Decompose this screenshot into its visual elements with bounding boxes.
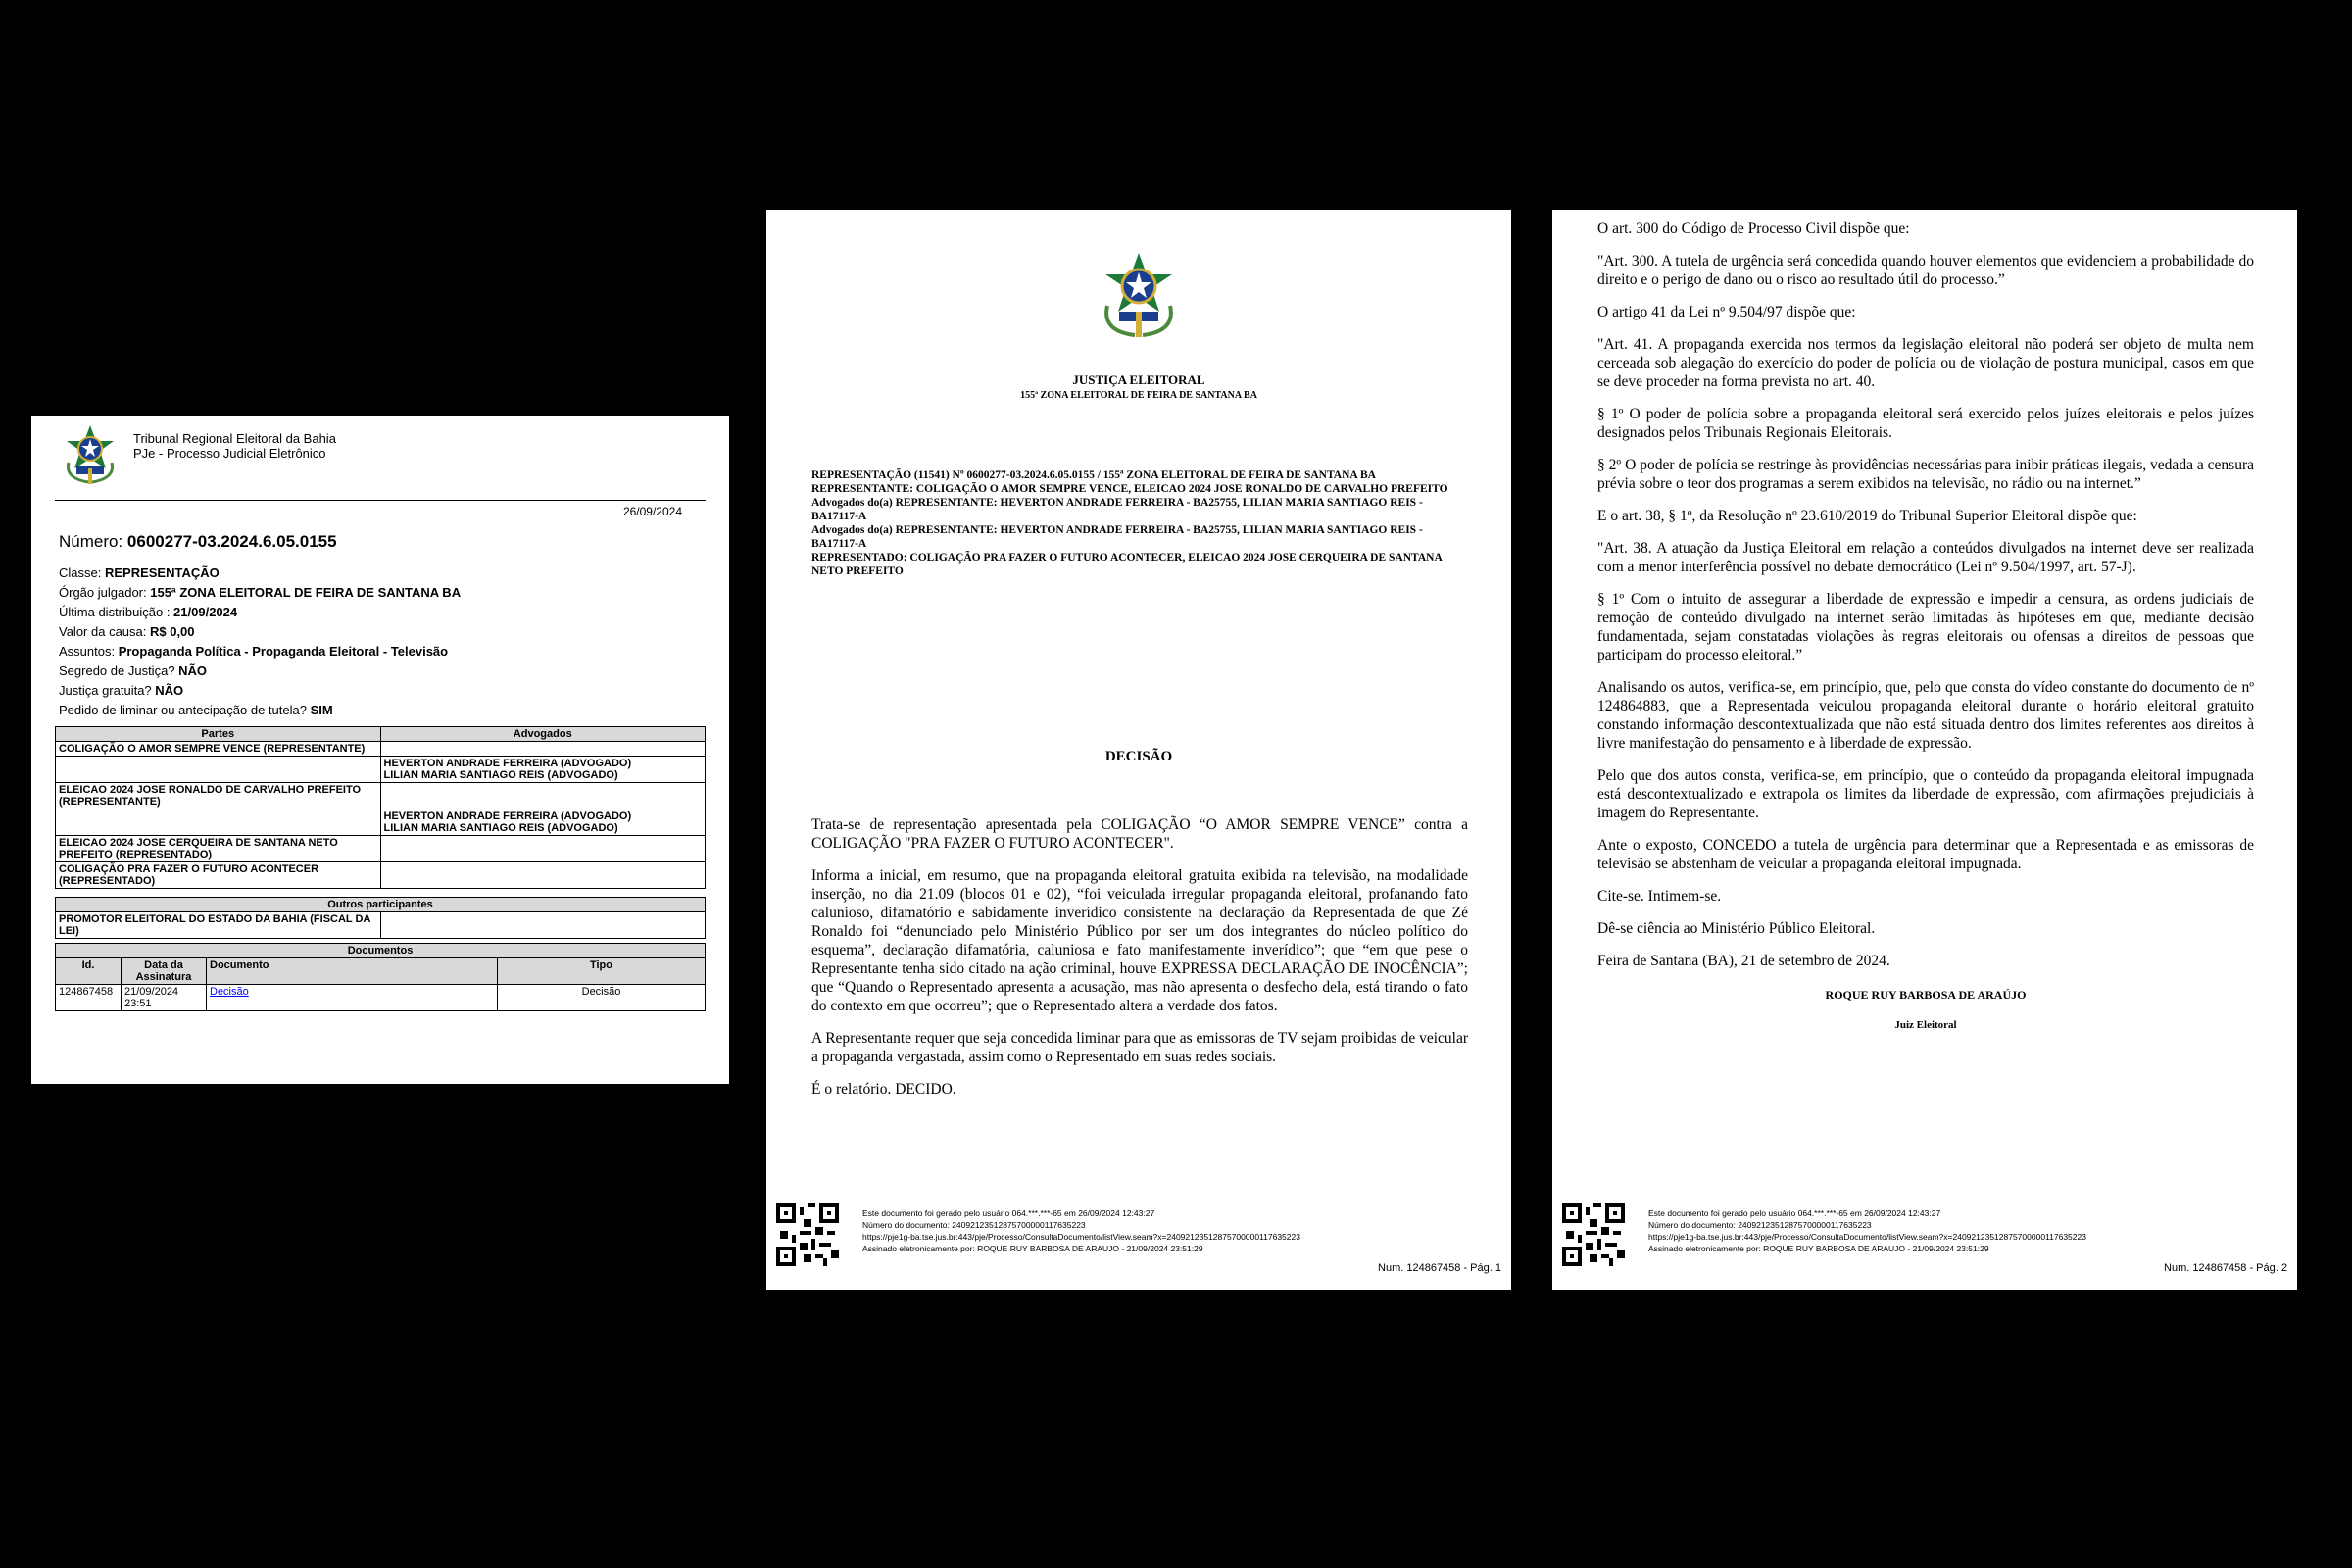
process-number bbox=[59, 532, 706, 552]
col-documento: Documento bbox=[207, 958, 498, 985]
doc-id: 124867458 bbox=[56, 985, 122, 1011]
parte-cell: ELEICAO 2024 JOSE CERQUEIRA DE SANTANA NETO PREFEITO (REPRESENTADO) bbox=[56, 836, 381, 862]
metadata-row bbox=[59, 662, 706, 681]
table-row bbox=[56, 809, 706, 836]
metadata-value: REPRESENTAÇÃO bbox=[104, 565, 220, 580]
system-name: PJe - Processo Judicial Eletrônico bbox=[133, 446, 326, 461]
paragraph: O artigo 41 da Lei nº 9.504/97 dispõe que: bbox=[1597, 304, 1856, 320]
col-data: Data da Assinatura bbox=[122, 958, 207, 985]
paragraph: Cite-se. Intimem-se. bbox=[1597, 888, 1722, 905]
paragraph: Dê-se ciência ao Ministério Público Eleitoral. bbox=[1597, 920, 1876, 937]
metadata-label: Órgão julgador: bbox=[59, 585, 151, 600]
signer-role: Juiz Eleitoral bbox=[1894, 1019, 1957, 1031]
decision-body bbox=[811, 815, 1468, 1112]
table-row bbox=[56, 742, 706, 757]
outros-table bbox=[55, 897, 706, 939]
metadata-row bbox=[59, 681, 706, 701]
advogados-header: Advogados bbox=[380, 727, 706, 742]
documentos-header: Documentos bbox=[56, 944, 706, 958]
cover-header bbox=[55, 423, 706, 492]
case-header-line: Advogados do(a) REPRESENTANTE: HEVERTON ANDRADE FERREIRA - BA25755, LILIAN MARIA SANTIAGO REIS - BA17117-A bbox=[811, 524, 1423, 550]
paragraph: "Art. 38. A atuação da Justiça Eleitoral em relação a conteúdos divulgados na internet deve ser realizada com a menor interferência possível no debate democrático (Lei nº 9.504/1997, art. 57-J). bbox=[1597, 540, 2254, 575]
process-metadata bbox=[59, 564, 706, 720]
metadata-row bbox=[59, 603, 706, 622]
metadata-value: R$ 0,00 bbox=[149, 624, 195, 639]
footer-line: https://pje1g-ba.tse.jus.br:443/pje/Processo/ConsultaDocumento/listView.seam?x=24092123512875700000117635223 bbox=[862, 1232, 1300, 1242]
footer-lines bbox=[862, 1207, 1300, 1254]
metadata-label: Valor da causa: bbox=[59, 624, 150, 639]
document-footer bbox=[776, 1201, 1501, 1280]
advogado-cell bbox=[380, 742, 706, 757]
metadata-row bbox=[59, 642, 706, 662]
paragraph: A Representante requer que seja concedida liminar para que as emissoras de TV sejam proibidas de veicular a propaganda vergastada, assim como o Representado em suas redes sociais. bbox=[811, 1030, 1468, 1065]
metadata-label: Justiça gratuita? bbox=[59, 683, 156, 698]
paragraph: Feira de Santana (BA), 21 de setembro de 2024. bbox=[1597, 953, 1890, 969]
table-row bbox=[56, 836, 706, 862]
metadata-value: Propaganda Política - Propaganda Eleitoral - Televisão bbox=[118, 644, 449, 659]
decision-page-2 bbox=[1552, 210, 2297, 1290]
paragraph: Ante o exposto, CONCEDO a tutela de urgência para determinar que a Representada e as emissoras de televisão se abstenham de veicular a propaganda eleitoral impugnada. bbox=[1597, 837, 2254, 872]
paragraph: § 1º Com o intuito de assegurar a liberdade de expressão e impedir a censura, as ordens judiciais de remoção de conteúdo divulgado na internet serão limitadas às hipóteses em que, mediante decisão fundamentada, sejam constatadas violações às regras eleitorais ou ofensas a direitos de pessoas que participam do processo eleitoral.” bbox=[1597, 591, 2254, 663]
parte-cell: COLIGAÇÃO O AMOR SEMPRE VENCE (REPRESENTANTE) bbox=[56, 742, 381, 757]
footer-line: Assinado eletronicamente por: ROQUE RUY BARBOSA DE ARAUJO - 21/09/2024 23:51:29 bbox=[862, 1244, 1203, 1253]
metadata-value: NÃO bbox=[178, 663, 208, 678]
coat-of-arms-icon bbox=[61, 423, 120, 486]
footer-lines bbox=[1648, 1207, 2086, 1254]
metadata-value: 21/09/2024 bbox=[173, 605, 238, 619]
metadata-value: SIM bbox=[310, 703, 333, 717]
document-footer bbox=[1562, 1201, 2287, 1280]
doc-type: Decisão bbox=[498, 985, 706, 1011]
paragraph: É o relatório. DECIDO. bbox=[811, 1081, 956, 1098]
advogado-cell bbox=[380, 836, 706, 862]
col-id: Id. bbox=[56, 958, 122, 985]
footer-line: Assinado eletronicamente por: ROQUE RUY BARBOSA DE ARAUJO - 21/09/2024 23:51:29 bbox=[1648, 1244, 1989, 1253]
signer-name: ROQUE RUY BARBOSA DE ARAÚJO bbox=[1825, 988, 2027, 1002]
metadata-value: NÃO bbox=[155, 683, 184, 698]
outros-participante: PROMOTOR ELEITORAL DO ESTADO DA BAHIA (FISCAL DA LEI) bbox=[56, 912, 381, 939]
doc-date: 21/09/2024 23:51 bbox=[122, 985, 207, 1011]
decision-page-1 bbox=[766, 210, 1511, 1290]
court-title: JUSTIÇA ELEITORAL bbox=[1072, 372, 1205, 387]
partes-table bbox=[55, 726, 706, 889]
qr-code-icon bbox=[1562, 1203, 1625, 1266]
decision-body-continued bbox=[1597, 220, 2254, 1035]
footer-line: Número do documento: 24092123512875700000117635223 bbox=[862, 1220, 1086, 1230]
coat-of-arms-icon bbox=[1098, 251, 1180, 341]
table-row bbox=[56, 985, 706, 1011]
footer-line: https://pje1g-ba.tse.jus.br:443/pje/Processo/ConsultaDocumento/listView.seam?x=24092123512875700000117635223 bbox=[1648, 1232, 2086, 1242]
case-header-line: REPRESENTANTE: COLIGAÇÃO O AMOR SEMPRE VENCE, ELEICAO 2024 JOSE RONALDO DE CARVALHO PREFEITO bbox=[811, 483, 1448, 495]
parte-cell bbox=[56, 809, 381, 836]
footer-line: Este documento foi gerado pelo usuário 064.***.***-65 em 26/09/2024 12:43:27 bbox=[862, 1208, 1155, 1218]
paragraph: Analisando os autos, verifica-se, em princípio, que, pelo que consta do vídeo constante do documento de nº 124864883, que a Representada veiculou propaganda eleitoral durante o horário eleitoral gratuito constando informação descontextualizada que não está situada dentro dos limites referentes aos direitos à livre manifestação do pensamento e à liberdade de expressão. bbox=[1597, 679, 2254, 752]
partes-header: Partes bbox=[56, 727, 381, 742]
paragraph: § 1º O poder de polícia sobre a propaganda eleitoral será exercido pelos juízes eleitorais e pelos juízes designados pelos Tribunais Regionais Eleitorais. bbox=[1597, 406, 2254, 441]
advogado-cell: HEVERTON ANDRADE FERREIRA (ADVOGADO) LILIAN MARIA SANTIAGO REIS (ADVOGADO) bbox=[380, 809, 706, 836]
case-header-line: REPRESENTAÇÃO (11541) Nº 0600277-03.2024.6.05.0155 / 155ª ZONA ELEITORAL DE FEIRA DE SANTANA BA bbox=[811, 469, 1376, 481]
paragraph: E o art. 38, § 1º, da Resolução nº 23.610/2019 do Tribunal Superior Eleitoral dispõe que: bbox=[1597, 508, 2137, 524]
cover-page bbox=[31, 416, 729, 1084]
paragraph: "Art. 300. A tutela de urgência será concedida quando houver elementos que evidenciem a probabilidade do direito e o perigo de dano ou o risco ao resultado útil do processo.” bbox=[1597, 253, 2254, 288]
decision-title: DECISÃO bbox=[1104, 749, 1173, 764]
paragraph: Informa a inicial, em resumo, que na propaganda eleitoral gratuita exibida na televisão, na modalidade inserção, no dia 21.09 (blocos 01 e 02), “foi veiculada irregular propaganda eleitoral, profanando fato calunioso, difamatório e sabidamente inverídico consistente na declaração da Representada de que Zé Ronaldo foi “denunciado pelo Ministério Público por ser um dos integrantes do núcleo político do esquema”, declaração difamatória, caluniosa e fato manifestamente inverídico”; que “em que pese o Representante tenha sido citado na ação criminal, houve EXPRESSA DECLARAÇÃO DE INOCÊNCIA”; que “Quando o Representado apresenta a acusação, mas não apresenta o desfecho dela, está tirando o fato do contexto em que ocorreu”; que o Representado altera a verdade dos fatos. bbox=[811, 867, 1468, 1014]
metadata-label: Classe: bbox=[59, 565, 105, 580]
case-header-line: REPRESENTADO: COLIGAÇÃO PRA FAZER O FUTURO ACONTECER, ELEICAO 2024 JOSE CERQUEIRA DE SANTANA NETO PREFEITO bbox=[811, 552, 1443, 577]
paragraph: § 2º O poder de polícia se restringe às providências necessárias para inibir práticas ilegais, vedada a censura prévia sobre o teor dos programas a serem exibidos na televisão, no rádio ou na internet.” bbox=[1597, 457, 2254, 492]
metadata-row bbox=[59, 564, 706, 583]
metadata-value: 155ª ZONA ELEITORAL DE FEIRA DE SANTANA BA bbox=[150, 585, 462, 600]
footer-line: Este documento foi gerado pelo usuário 064.***.***-65 em 26/09/2024 12:43:27 bbox=[1648, 1208, 1941, 1218]
documentos-table bbox=[55, 943, 706, 1011]
court-zone: 155ª ZONA ELEITORAL DE FEIRA DE SANTANA BA bbox=[1020, 390, 1257, 401]
table-row bbox=[56, 862, 706, 889]
advogado-cell bbox=[380, 862, 706, 889]
metadata-label: Última distribuição : bbox=[59, 605, 174, 619]
parte-cell: ELEICAO 2024 JOSE RONALDO DE CARVALHO PREFEITO (REPRESENTANTE) bbox=[56, 783, 381, 809]
parte-cell: COLIGAÇÃO PRA FAZER O FUTURO ACONTECER (REPRESENTADO) bbox=[56, 862, 381, 889]
metadata-row bbox=[59, 583, 706, 603]
advogado-cell: HEVERTON ANDRADE FERREIRA (ADVOGADO) LILIAN MARIA SANTIAGO REIS (ADVOGADO) bbox=[380, 757, 706, 783]
page-number: Num. 124867458 - Pág. 1 bbox=[1378, 1262, 1501, 1274]
cover-date: 26/09/2024 bbox=[55, 500, 706, 518]
court-name: Tribunal Regional Eleitoral da Bahia bbox=[133, 431, 336, 446]
metadata-label: Assuntos: bbox=[59, 644, 119, 659]
case-header-line: Advogados do(a) REPRESENTANTE: HEVERTON ANDRADE FERREIRA - BA25755, LILIAN MARIA SANTIAGO REIS - BA17117-A bbox=[811, 497, 1423, 522]
metadata-label: Pedido de liminar ou antecipação de tutela? bbox=[59, 703, 311, 717]
paragraph: Pelo que dos autos consta, verifica-se, em princípio, que o conteúdo da propaganda eleitoral impugnada está descontextualizado e extrapola os limites da liberdade de expressão, com afirmações prejudiciais à imagem do Representante. bbox=[1597, 767, 2254, 821]
doc-link[interactable]: Decisão bbox=[210, 986, 249, 998]
footer-line: Número do documento: 24092123512875700000117635223 bbox=[1648, 1220, 1872, 1230]
advogado-cell bbox=[380, 783, 706, 809]
paragraph: O art. 300 do Código de Processo Civil dispõe que: bbox=[1597, 220, 1910, 237]
outros-header: Outros participantes bbox=[56, 898, 706, 912]
col-tipo: Tipo bbox=[498, 958, 706, 985]
page-number: Num. 124867458 - Pág. 2 bbox=[2164, 1262, 2287, 1274]
metadata-label: Segredo de Justiça? bbox=[59, 663, 179, 678]
numero-value: 0600277-03.2024.6.05.0155 bbox=[126, 532, 337, 551]
table-row bbox=[56, 783, 706, 809]
parte-cell bbox=[56, 757, 381, 783]
metadata-row bbox=[59, 701, 706, 720]
numero-label: Número: bbox=[59, 532, 127, 551]
paragraph: "Art. 41. A propaganda exercida nos termos da legislação eleitoral não poderá ser objeto de multa nem cerceada sob alegação do exercício do poder de polícia ou de violação de postura municipal, casos em que se deve proceder na forma prevista no art. 40. bbox=[1597, 336, 2254, 390]
case-header bbox=[811, 468, 1468, 578]
paragraph: Trata-se de representação apresentada pela COLIGAÇÃO “O AMOR SEMPRE VENCE” contra a COLIGAÇÃO "PRA FAZER O FUTURO ACONTECER". bbox=[811, 816, 1468, 852]
qr-code-icon bbox=[776, 1203, 839, 1266]
metadata-row bbox=[59, 622, 706, 642]
table-row bbox=[56, 757, 706, 783]
